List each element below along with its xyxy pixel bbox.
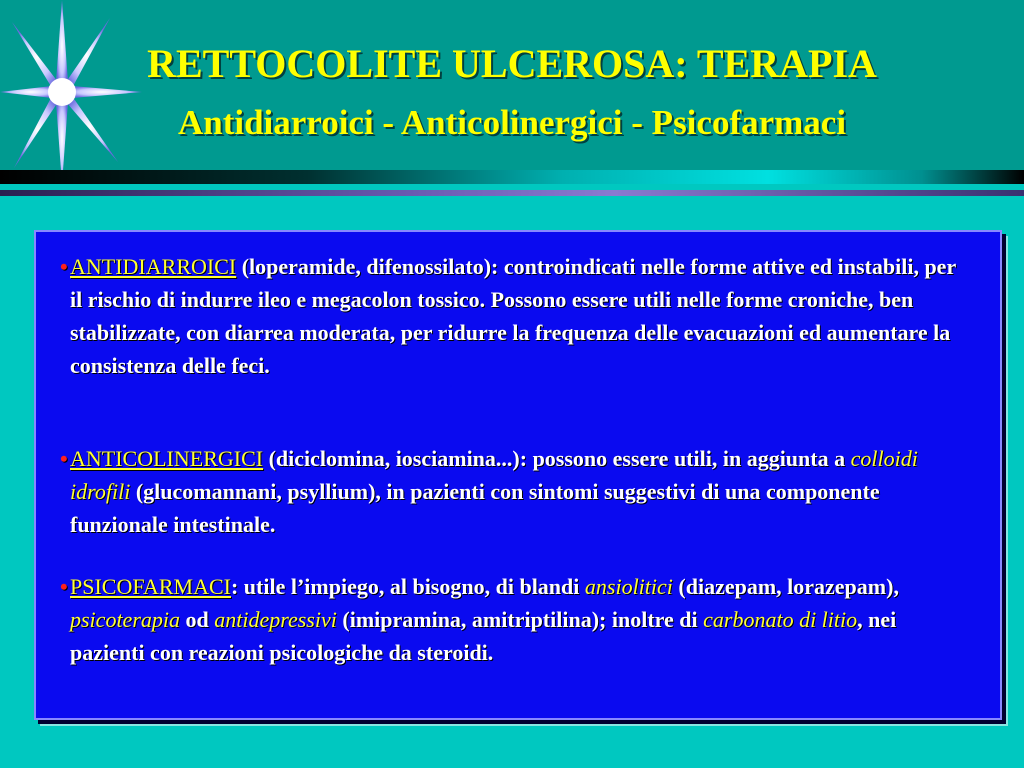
bullet-marker: • [60, 446, 68, 471]
slide-title: RETTOCOLITE ULCEROSA: TERAPIA [147, 41, 877, 86]
bullet-emphasis: ansiolitici [584, 574, 673, 599]
bullet-keyword: ANTIDIARROICI [70, 254, 237, 279]
bullet-anticolinergici [60, 442, 970, 541]
bullet-text [60, 570, 970, 669]
bullet-antidiarroici [60, 250, 970, 382]
bullet-keyword: ANTICOLINERGICI [70, 446, 264, 471]
bullet-marker: • [60, 254, 68, 279]
bullet-text [60, 442, 970, 541]
bullet-body: (diciclomina, iosciamina...): possono essere utili, in aggiunta a [263, 446, 851, 471]
bullet-body: (loperamide, difenossilato): controindicati nelle forme attive ed instabili, per il rischio di indurre ileo e megacolon tossico. Possono essere utili nelle forme croniche, ben stabilizzate, con diarrea moderata, per ridurre la frequenza delle evacuazioni ed aumentare la consistenza delle feci. [70, 254, 956, 378]
header-divider-line [0, 190, 1024, 196]
slide-subtitle: Antidiarroici - Anticolinergici - Psicofarmaci [177, 103, 847, 142]
header-divider-band [0, 170, 1024, 184]
bullet-body: od [180, 607, 215, 632]
bullet-body: (diazepam, lorazepam), [672, 574, 899, 599]
bullet-text [60, 250, 970, 382]
bullet-emphasis: psicoterapia [70, 607, 180, 632]
bullet-body: (glucomannani, psyllium), in pazienti con sintomi suggestivi di una componente funzionale intestinale. [70, 479, 880, 537]
bullet-psicofarmaci [60, 570, 970, 669]
bullet-body: : utile l’impiego, al bisogno, di blandi [230, 574, 585, 599]
bullet-keyword: PSICOFARMACI [70, 574, 231, 599]
bullet-body: (imipramina, amitriptilina); inoltre di [336, 607, 704, 632]
bullet-body: , nei pazienti con reazioni psicologiche da steroidi. [70, 607, 897, 665]
bullet-marker: • [60, 574, 68, 599]
bullet-emphasis: colloidi idrofili [70, 446, 918, 504]
bullet-emphasis: antidepressivi [214, 607, 337, 632]
content-panel [34, 230, 1002, 720]
star-burst-icon [0, 0, 160, 190]
bullet-emphasis: carbonato di litio [703, 607, 858, 632]
